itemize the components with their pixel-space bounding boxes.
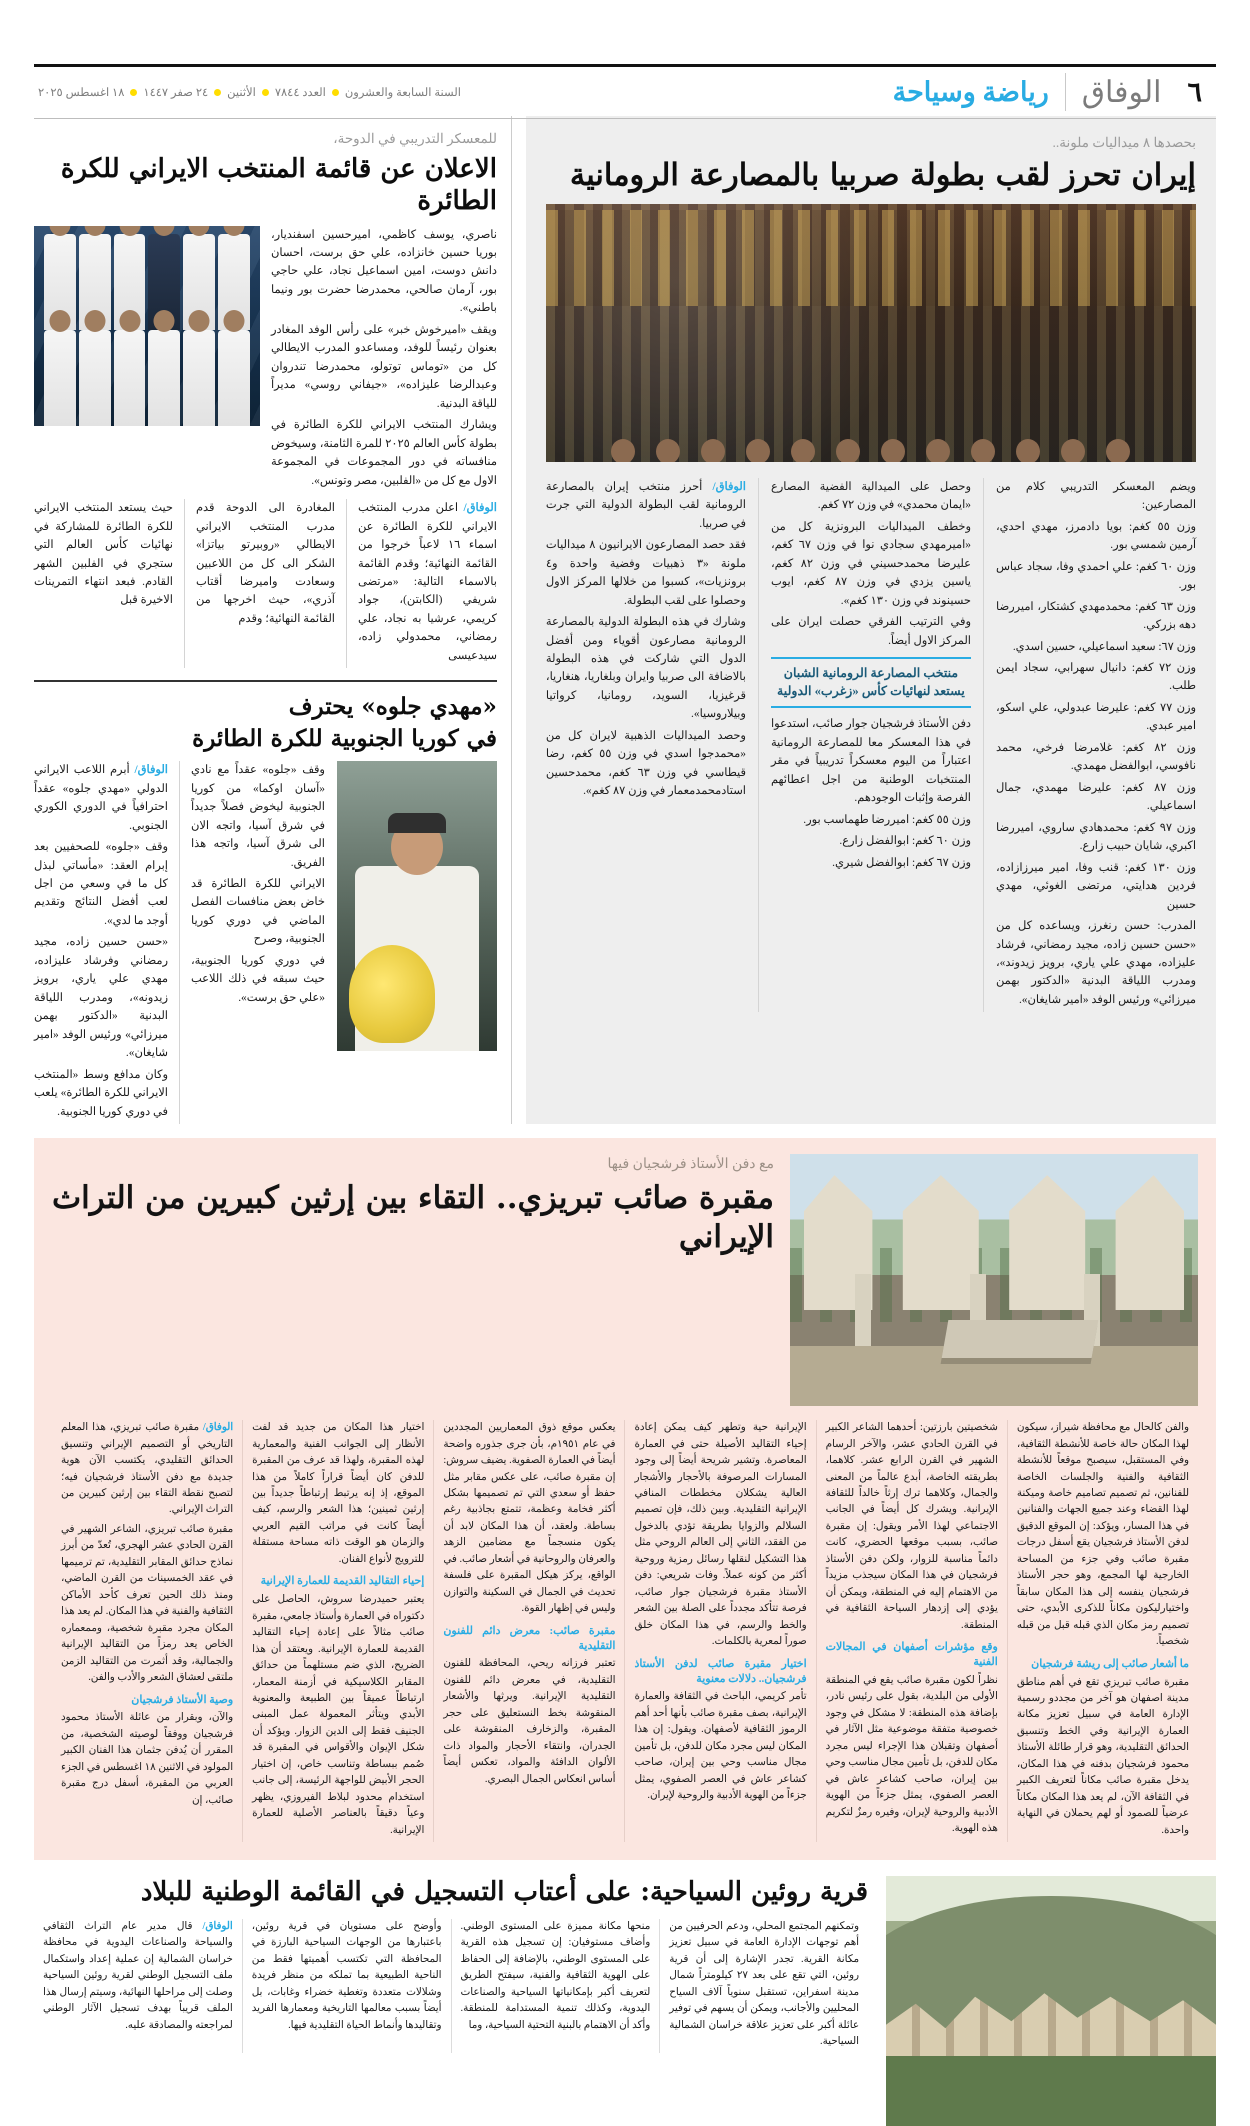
dateline-tag: الوفاق/ [134,764,168,777]
wrestling-col-2 [771,478,971,1013]
wrestling-coach: المدرب: حسن رنغرز، ويساعده كل من «حسن حسين زاده، مجيد رمضاني، فرشاد عليزاده، مهدي علي ياري، برويز زيدوند»، ومدرب اللياقة البدنية «الدكتور بهمن ميرزائي» ورئيس الوفد «امير شايغان». [995,920,1196,1006]
column-rule [816,1420,817,1842]
village-col-4 [660,1919,868,2054]
volleyball-text-b3: حيث يستعد المنتخب الايراني للكرة الطائرة للمشاركة في نهائيات كأس العالم التي ستجري في الفلبين الشهر القادم. فبعد انتهاء التمرينات الاخيرة قبل [33,502,173,607]
column-rule [624,1420,625,1842]
volleyball-text-b2: المغادرة الى الدوحة قدم مدرب المنتخب الايراني الايطالي «روبيرتو بياتزا» الشكر الى كل من اللاعبين وسعادت واميرضا أقتاب آذري»، حيث اخرجها من القائمة النهائية؛ وقدم [195,502,335,625]
wrestling-kicker: بحصدها ٨ ميداليات ملونة.. [1052,135,1196,150]
tomb-subtitle-6: وصية الأستاذ فرشجيان [131,1693,234,1706]
issue-part-number: العدد ٧٨٤٤ [274,87,326,99]
issue-part-year: السنة السابعة والعشرون [344,87,461,99]
volleyball-col-right [34,226,260,494]
tomb-headline: مقبرة صائب تبريزي.. التقاء بين إرثين كبيرين من التراث الإيراني [51,1180,774,1255]
wrestling-more-1: وزن ٥٥ كغم: اميررضا طهماسب بور. [803,813,971,826]
tomb-article [34,1138,1216,1860]
volleyball-para-b1 [358,499,497,665]
volleyball-delegation: ويقف «اميرخوش خبر» على رأس الوفد المغادر بعنوان رئيساً للوفد، ومساعدو المدرب الايطالي كل من «توماس توتولو، محمدرضا تندروان وعبدالرضا عليزاده»، «جيفاني روسي» مديراً للياقة البدنية. [270,323,497,410]
tomb-col-6 [1008,1420,1198,1842]
village-lead-text: قال مدير عام التراث الثقافي والسياحة والصناعات اليدوية في محافظة خراسان الشمالية إن عملية إعداد واستكمال ملف التسجيل الوطني لقرية روئين السياحية وصلت إلى مراحلها النهائية، وسيتم إرسال هذا الملف قريباً بهدف تسجيل الآثار الوطني لمراجعته والمصادقة عليه. [43,1920,233,2031]
tomb-c6-p1: والفن كالحال مع محافظة شيراز، سيكون لهذا المكان حالة خاصة للأنشطة الثقافية، وفي المستقبل، سيصبح موقعاً للأنشطة الثقافية والفنية والجلسات الخاصة للفنانين، ثم تصميم تصاميم خاصة وميكنة لهذا القضاء وعند جميع الجهات والفنانين في هذا المسار، ويؤكد: إن الموقع الدقيق لدفن الأستاذ فرشجيان يقع أسفل درجات مقبرة صائب وفي جزء من المساحة الخارجية لها المجمع، وهو حجر الأستاذ فرشجيان ينفسه إلى هذا المكان سابقاً واختيارليكون مكاناً للذكرى الأبدي، حتى تصميم رمز مكان الذي قبله قبل من قبله شخصياً. [1016,1422,1189,1648]
jalve-a3: «حسن حسين زاده، مجيد رمضاني وفرشاد عليزاده، مهدي علي ياري، برويز زيدونه»، ومدرب اللياقة البدنية «الدكتور بهمن ميرزائي» ورئيس الوفد «امير شايغان». [34,936,168,1060]
village-lead-para [43,1919,233,2034]
tomb-heading-block [52,1154,774,1257]
section-divider [511,116,512,1124]
tomb-subtitle-4: مقبرة صائب: معرض دائم للفنون التقليدية [443,1624,616,1652]
column-rule [1007,1420,1008,1842]
wrestling-team-rank: وفي الترتيب الفرقي حصلت ايران على المركز الاول أيضاً. [770,616,971,647]
section-title: رياضة وسياحة [892,76,1049,107]
volleyball-kicker: للمعسكر التدريبي في الدوحة، [333,131,497,146]
dot-separator-icon [262,89,269,96]
column-rule [451,1919,452,2054]
wrestling-subhead-box: منتخب المصارعة الرومانية الشبان يستعد لنهائيات كأس «زغرب» الدولية [771,657,971,708]
jalve-b3: في دوري كوريا الجنوبية، حيث سبقه في ذلك اللاعب «علي حق برست». [190,954,325,1004]
volleyball-team-photo [34,226,260,426]
jalve-b1: وقف «جلوه» عقداً مع نادي «آسان اوكما» من كوريا الجنوبية ليخوض فصلاً جديداً في شرق آسيا، واتجه الان الى شرق آسيا، واتجه هذا الفريق. [190,764,325,869]
village-col-3 [452,1919,660,2054]
wrestling-lead-4: وحصد الميداليات الذهبية لايران كل من «محمدجوا اسدي في وزن ٥٥ كغم، رضا قيطاسي في وزن ٦٣ كغم، محمدحسين استادمحمدمعمار في وزن ٨٧ كغم». [545,729,746,798]
tomb-c2-p1: اختيار هذا المكان من جديد قد لفت الأنظار إلى الجوانب الفنية والمعمارية لهذه المقبرة، ولهذا قد عرف من المقبرة للدفن كان أيضاً قراراً كاملاً من هذا الموقع، إذ إنه يرتبط إرتباطاً جديداً بين إرثين ثمينين؛ هذا الشعر والرسم، كيف أيضاً كانت في مراتب القيم العربي والزمان هو الوقت ذاته مساحة مستقلة للترويج لأنواع الفنان. [252,1422,425,1565]
volleyball-col-left [271,226,497,494]
jalve-col-1 [34,761,168,1124]
volleyball-col-4 [196,499,335,668]
column-rule [983,478,984,1013]
tomb-c4-p1: الإيرانية حية وتطهر كيف يمكن إعادة إحياء التقاليد الأصيلة حتى في العمارة المعاصرة. وتشير شريحة أيضاً إلى وجود المسارات المرصوفة بالأحجار والأشجار العالية يشكلان مخططات المنافي الإيرانية التقليدية. وبين ذلك، فإن تصميم السلالم والزوايا بطريقة تؤدي بالدخول من الفقد، الثاني إلى العالم الروحي مثل هذا التشكيل لنقلها رسائل رمزية وروحية أكثر من كونه عملاً. وفات شريعي: دفن الأستاذ مقبرة فرشجيان جوار صائب، فرصة تتأكد مجدداً على الصلة بين الشعر والخط والرسم، في هذا المكان خلق صوراً لمعرية بالكلمات. [634,1422,807,1648]
jalve-col-2 [191,761,325,1124]
tomb-col-4 [625,1420,815,1842]
volleyball-text-b1: اعلن مدرب المنتخب الايراني للكرة الطائرة عن اسماء ١٦ لاعباً خرجوا من القائمة النهائية؛ وقدم القائمة بالاسماء التالية: «مرتضى شريفي (الكابتن)، جواد كريمي، عرشيا به نجاد، علي رمضاني، محمدولي زاده، سيدعيسى [357,502,497,662]
wrestling-more-3: وزن ٦٧ كغم: ابوالفضل شيري. [832,856,971,869]
wrestling-lead-3: وشارك في هذه البطولة الدولية بالمصارعة الرومانية مصارعون أقوياء ومن أفضل الدول التي شاركت في هذه البطولة بالاضافة الى صربيا وايران وبلغاريا، هنغاريا، قرغيزيا، السويد، رومانيا، كرواتيا وبيلاروسيا». [545,616,746,721]
volleyball-headline: الاعلان عن قائمة المنتخب الايراني للكرة الطائرة [60,153,497,217]
photo-gravestone [942,1320,1099,1358]
wrestling-lead-2: فقد حصد المصارعون الايرانيون ٨ ميداليات ملونة «٣ ذهبيات وفضية واحدة و٤ برونزيات»، كسبوا من خلالها المركز الاول وحصلوا على لقب البطولة. [545,539,746,607]
page-number: ٦ [1187,76,1202,107]
column-rule [242,1919,243,2054]
tomb-lead-text: مقبرة صائب تبريزي، هذا المعلم التاريخي أو التصميم الإيراني وتنسيق الحدائق التقليدي، يكتسب الآن هوية جديدة مع دفن الأستاذ فرشجيان فيه؛ لتصبح نقطة التقاء بين إرثين كبيرين من التراث الإيراني. [60,1422,234,1516]
wrestling-weight-10: وزن ١٣٠ كغم: قنب وفا، امير ميرزازاده، فردين هدايتي، مرتضى الغوئي، مهدي حسين [995,861,1197,911]
column-rule [758,478,759,1013]
column-rule [179,761,180,1124]
jalve-a2: وقف «جلوه» للصحفيين بعد إبرام العقد: «مأساتي لبذل كل ما في وسعي من اجل لعب أفضل النتائج وتقديم أوجد ما لدي». [34,841,168,927]
masthead-bottom-rule [34,118,1216,119]
wrestling-intro-right: ويضم المعسكر التدريبي كلام من المصارعين: [995,480,1196,512]
wrestling-weight-6: وزن ٧٧ كغم: عليرضا عبدولي، علي اسكو، امير عبدي. [995,701,1197,733]
village-headline: قرية روئين السياحية: على أعتاب التسجيل في القائمة الوطنية للبلاد [140,1877,868,1908]
wrestling-camp-note: دفن الأستاذ فرشجيان جوار صائب، استدعوا في هذا المعسكر معا للمصارعة الرومانية اعتباراً من اليوم معسكراً تدريبياً في مقر المنتخبات الوطنية من اجل اعطائهم الفرصة وإثبات الوجودهم. [770,718,971,805]
jalve-headline-line1: «مهدي جلوه» يحترف [288,693,497,721]
tomb-lead-para [61,1420,233,1519]
photo-greenery [886,2056,1216,2126]
wrestling-bronze: وخطف الميداليات البرونزية كل من «اميرمهدي سجادي نوا في وزن ٦٧ كغم، عليرضا محمدحسيني في وزن ٨٢ كغم، ياسين يزدي في وزن ٨٧ كغم، ايوب حسينوند في وزن ١٣٠ كغم». [770,520,971,607]
newspaper-brand: الوفاق [1081,74,1162,110]
wrestling-lead-para [546,478,746,533]
story-separator [34,680,497,682]
tomb-c3-p1: يعكس موقع ذوق المعماريين المجددين في عام ١٩٥١م، بأن جرى جذوره واضحة أيضاً في العمارة الصفوية. يضيف سروش: إن مقبرة صائب، على عكس مقابر مثل حفظ أو سعدي التي تم تصميمها بشكل أكثر فخامة وعظمة، تتمتع بجاذبية رغم بساطة. ولعقد، أن هذا المكان لابد أن يكون منسجماً مع مضامين الزهد والعرفان والروحانية في أشعار صائب. في الواقع، يركز هيكل المقبرة على فلسفة تحديث في الجمال في السكينة والتوازن وليس في إظهار القوة. [443,1422,616,1615]
wrestling-weight-7: وزن ٨٢ كغم: غلامرضا فرخي، محمد نافوسي، ابوالفضل مهمدي. [995,741,1196,773]
column-rule [346,499,347,668]
wrestling-weight-9: وزن ٩٧ كغم: محمدهادي ساروي، اميررضا اكبري، شايان حبيب زارع. [995,821,1197,853]
wrestling-weight-5: وزن ٧٢ كغم: دانيال سهرابي، سجاد ايمن طلب. [995,661,1197,693]
tomb-c1-p3: والآن، وبقرار من عائلة الأستاذ محمود فرشجيان ووفقاً لوصيته الشخصية، من المقرر أن يُدفن جثمان هذا الفنان الكبير المولود في الاثنين ١٨ اغسطس في الجزء العربي من المقبرة، أسفل درج مقبرة صائب، إن [60,1712,234,1806]
village-c4: وتمكنهم المجتمع المحلي، ودعم الحرفيين من أهم توجهات الإدارة العامة في سبيل تعزيز مكانة القرية. تجدر الإشارة إلى أن قرية روئين، التي تقع على بعد ٢٧ كيلومتراً شمال مدينة اسفراين، تستقبل سنوياً آلاف السياح المحليين والأجانب، ويمكن أن يسهم في توفير عائلة أكبر على تعزيز علاقة خراسان الشمالية السياحية. [669,1920,859,2047]
masthead-divider [1065,73,1066,111]
wrestling-weight-4: وزن ٦٧: سعيد اسماعيلي، حسين اسدي. [1012,640,1196,653]
column-rule [184,499,185,668]
village-c2: وأوضح على مستويان في قرية روئين، باعتبارها من الوجهات السياحية البارزة في المحافظة التي تكتسب أهميتها فقط من الناحية الطبيعية بما تملكه من منظر فريدة وشلالات متعددة وتغطية خضراء وغابات، بل أيضاً بسبب معالمها التاريخية ومعمارها الفريد وتقاليدها وأنماط الحياة التقليدية فيها. [251,1920,442,2031]
volleyball-worldcup: ويشارك المنتخب الايراني للكرة الطائرة في بطولة كأس العالم ٢٠٢٥ للمرة الثامنة، وسيخوض منافساته في دور المجموعات في المجموعة الاول مع كل من «الفلبين، مصر وتونس». [270,419,497,487]
tomb-c1-p2: مقبرة صائب تبريزي، الشاعر الشهير في القرن الحادي عشر الهجري، تُعدّ من أبرز نماذج حدائق المقابر التقليدية، تم ترميمها في عقد الخمسينات من القرن الماضي، ومنذ ذلك الحين تعرف كأحد الأماكن الثقافية والفنية في هذا المكان. لم يعد هذا المكان مجرد مقبرة شخصية، وممعماره الخاص يعد رمزاً من التقاليد الإيرانية والجمالية، وقد أثمرت من التقاليد الزمن ملتقى لعشاق الشعر والأدب والفن. [60,1523,234,1684]
masthead-top-rule [34,64,1216,67]
tomb-body-columns [52,1420,1198,1842]
village-col-1 [34,1919,242,2054]
tomb-col-1 [52,1420,242,1842]
tomb-c6-p2: مقبرة صائب تبريزي تقع في أهم مناطق مدينة اصفهان هو آخر من مجددو رسمية الإدارة العامة في سبيل تعزيز مكانة العمارة الإيرانية وفي الخط وتنسيق الحدائق التقليدية، وهو قرار طائلة الأستاذ محمود فرشجيان بدفنه في هذا المكان، يدخل مقبرة صائب مكاناً لتعريف الكبير في الثقافة الآن، لم يعد هذا المكان مكاناً عرضياً للصمود أو لهم يحملان في النهاية واحدة. [1016,1676,1189,1836]
dot-separator-icon [214,89,221,96]
volleyball-col-5 [34,499,173,668]
column-rule [659,1919,660,2054]
tomb-photo [790,1154,1198,1406]
top-section [34,116,1216,1124]
dateline-tag: الوفاق/ [202,1422,234,1434]
column-rule [433,1420,434,1842]
jalve-player-photo [337,761,497,1051]
tomb-subtitle-3: اختيار مقبرة صائب لدفن الأستاذ فرشجيان.. دلالات معنوية [634,1657,807,1685]
village-c3: منحها مكانة مميزة على المستوى الوطني. وأضاف مستوفيان: إن تسجيل هذه القرية على المستوى الوطني، بالإضافة إلى الحفاظ على الهوية الثقافية والفنية، سيفتح الطريق لتعريف أكبر بإمكانياتها السياحية والصناعات اليدوية، وكذلك تنمية المستدامة للمنطقة. وأكد أن الاهتمام بالبنية التحتية السياحية، وما [460,1920,651,2031]
dateline-tag: الوفاق/ [202,1920,233,1932]
wrestling-col-3 [996,478,1196,1013]
column-rule [242,1420,243,1842]
tomb-c2-p2: يعتبر حميدرضا سروش، الحاصل على دكتوراه في العمارة وأستاذ جامعي، مقبرة صائب مثالاً على إعادة إحياء التقاليد القديمة للعمارة الإيرانية. ويعتقد أن هذا الضريح، الذي ضم مستلهماً من حدائق المقابر الكلاسيكية في أزمنة المعمار، ارتباطاً عميقاً بين الطبيعة والمعنوية الأبدي ويتأثر المعمولة عمل المبنى الجنيف فقط إلى الدين الزوار. ويؤكد أن شكل الإيوان والأقواس في المقبرة قد صُمم ببساطة وتناسب خاص، إن اختيار الحجر الأبيض للواجهة الرئيسة، إلى جانب استخدام محدود لبلاط الفيروزي، يظهر وعياً دقيقاً بالعناصر الأصلية للعمارة الإيرانية. [252,1594,425,1836]
tomb-col-5 [817,1420,1007,1842]
village-col-2 [243,1919,451,2054]
jalve-a4: وكان مدافع وسط «المنتخب الايراني للكرة الطائرة» يلعب في دوري كوريا الجنوبية. [34,1068,168,1118]
wrestling-weight-3: وزن ٦٣ كغم: محمدمهدي كشتكار، اميررضا دهه بزركي. [995,600,1196,632]
tomb-c3-p2: تعتبر فرزانه ريحي، المحافظة للفنون التقليدية، في معرض دائم للفنون التقليدية الإيرانية. ويرثها والأشعار المنقوشة بخط النستعليق على حجر المقبرة، والزخارف المنقوشة على الجدران، وانتقاء الأحجار والمواد ذات الألوان الدافئة والمواد، تعكس أيضاً أساس انعكاس الجمال البصري. [443,1658,616,1785]
dateline-tag: الوفاق/ [712,480,746,493]
tomb-subtitle-5: إحياء التقاليد القديمة للعمارة الإيرانية [260,1575,425,1588]
dateline-tag: الوفاق/ [463,502,497,515]
village-photo [886,1876,1216,2126]
tomb-subtitle-1: ما أشعار صائب إلى ريشة فرشجيان [1031,1657,1189,1670]
wrestling-team-photo [546,204,1196,462]
photo-team-row [546,290,1196,462]
photo-flower-bouquet [349,945,435,1043]
tomb-col-2 [243,1420,433,1842]
jalve-b2: الايراني للكرة الطائرة قد خاض بعض منافسات الفصل الماضي في دوري كوريا الجنوبية، وصرح [190,878,325,946]
tomb-c5-p2: نظراً لكون مقبرة صائب يقع في المنطقة الأولى من البلدية، بقول على رئيس نادر، بإضافة هذه المنطقة: لا مشكل في وجود خصوصية متفقة موضوعية مثل الآثار في أصفهان وتقبلان هذا الإجراء ليس مجرد مكان للدفن، بل تأمين مجال مناسب وحي بين إيران، صاحب كشاعر عاش في العصر الصفوي، يمثل جزءاً من الهوية الأدبية والروحية لإيران، وفيره رمزٌ لتكريم هذه الهوية. [825,1674,998,1835]
wrestling-silver: وحصل على الميدالية الفضية المصارع «ايمان محمدي» في وزن ٧٢ كغم. [770,480,971,512]
issue-part-hijri: ٢٤ صفر ١٤٤٧ [143,87,209,99]
wrestling-weight-2: وزن ٦٠ كغم: علي احمدي وفا، سجاد عباس بور. [995,560,1196,592]
dot-separator-icon [130,89,137,96]
volleyball-col-3 [358,499,497,668]
village-article [34,1876,1216,2126]
wrestling-weight-8: وزن ٨٧ كغم: عليرضا مهمدي، جمال اسماعيلي. [995,781,1196,813]
tomb-c5-p1: شخصيتين بارزتين: أحدهما الشاعر الكبير في القرن الحادي عشر، والآخر الرسام الشهير في القرن الرابع عشر. كلاهما، بطريقته الخاصة، أبدع عالماً من المعنى والجمال، وكلاهما ترك إرثاً خالداً للثقافة الإيرانية. ويشرك كل أيضاً في الجانب الاجتماعي لهذا الأمر ويقول: إن مقبرة صائب، بسبب موقعها الحضري، كانت دائماً مناسبة للزوار، ولكن دفن الأستاذ فرشجيان في هذا المكان سيجذب مزيداً من الاهتمام إليه في المنطقة، ويمكن أن يؤدي إلى إزدهار السياحة الثقافية في المنطقة. [825,1422,998,1631]
jalve-a1: أبرم اللاعب الايراني الدولي «مهدي جلوه» عقداً احترافياً في الدوري الكوري الجنوبي. [34,764,168,832]
tomb-subtitle-2: وقع مؤشرات أصفهان في المجالات الفنية [825,1641,998,1669]
tomb-kicker: مع دفن الأستاذ فرشجيان فيها [607,1157,774,1173]
masthead [34,0,1216,108]
wrestling-article [526,116,1216,1124]
issue-part-gregorian: ١٨ اغسطس ٢٠٢٥ [38,87,125,99]
tomb-col-3 [434,1420,624,1842]
wrestling-weight-1: وزن ٥٥ كغم: بويا دادمرز، مهدي احدي، آرمين شمسي بور. [995,520,1196,552]
wrestling-headline: إيران تحرز لقب بطولة صربيا بالمصارعة الرومانية [569,156,1196,193]
wrestling-lead-text: أحرز منتخب إيران بالمصارعة الرومانية لقب البطولة الدولية التي جرت في صربيا. [545,480,746,530]
masthead-issue-line [34,85,461,99]
dot-separator-icon [332,89,339,96]
volleyball-names: ناصري، يوسف كاظمي، اميرحسين اسفنديار، بوريا حسين خانزاده، علي حق برست، احسان دانش دوست، امين اسماعيل نجاد، علي حاجي بور، آرمان صالحي، محمدرضا حضرت بور ونيما باطني». [270,228,497,315]
wrestling-more-2: وزن ٦٠ كغم: ابوالفضل زارع. [839,835,971,848]
wrestling-col-1 [546,478,746,1013]
jalve-headline-line2: في كوريا الجنوبية للكرة الطائرة [192,724,497,752]
tomb-c4-p2: تأمر كريمي، الباحث في الثقافة والعمارة الإيرانية، بصف مقبرة صائب بأنها أحد أهم الرموز الثقافية لأصفهان. ويقول: إن هذا المكان ليس مجرد مكان للدفن، بل تأمين مجال مناسب وحي بين إيران، صاحب كشاعر عاش في العصر الصفوي، يمثل جزءاً من الهوية الأدبية والروحية لإيران. [634,1691,807,1802]
issue-part-day: الأثنين [227,87,256,99]
volleyball-section [34,116,497,1124]
photo-front-row [34,330,260,426]
village-text-block [34,1876,886,2126]
jalve-lead-para [34,761,168,835]
photo-player-cap [388,813,446,833]
